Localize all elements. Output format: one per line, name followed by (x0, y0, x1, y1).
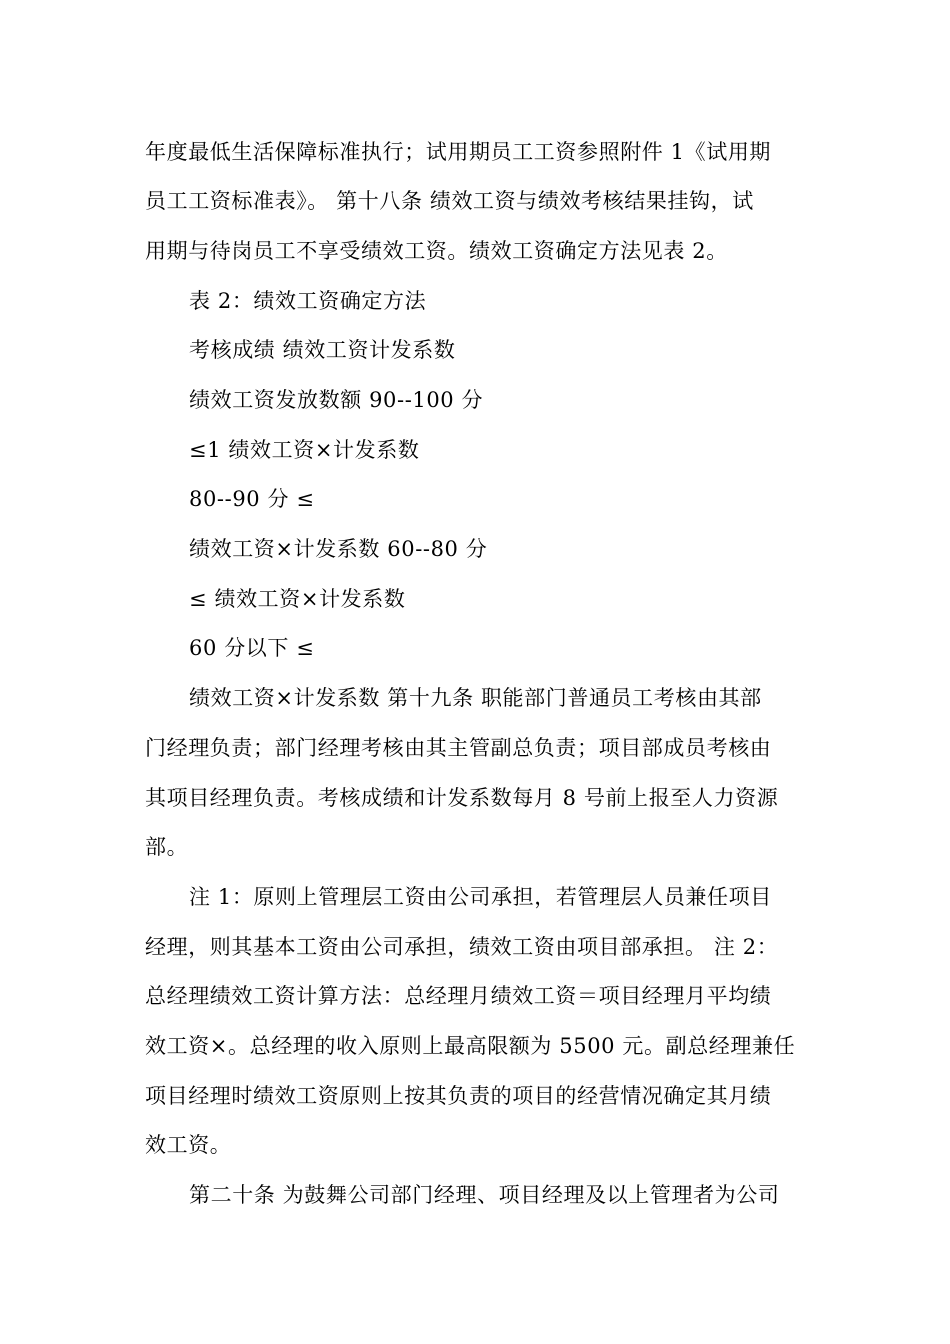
text-line: 总经理绩效工资计算方法：总经理月绩效工资＝项目经理月平均绩 (145, 984, 772, 1008)
text-line: 其项目经理负责。考核成绩和计发系数每月 8 号前上报至人力资源 (145, 786, 779, 810)
text-line: 项目经理时绩效工资原则上按其负责的项目的经营情况确定其月绩 (145, 1084, 772, 1108)
text-line: 效工资。 (145, 1133, 232, 1157)
text-line: 绩效工资发放数额 90--100 分 (189, 388, 484, 412)
text-line: 80--90 分 ≤ (189, 487, 315, 511)
text-line: 部。 (145, 835, 189, 859)
text-line: 考核成绩 绩效工资计发系数 (189, 338, 456, 362)
text-line: ≤ 绩效工资×计发系数 (189, 587, 406, 611)
text-line: 绩效工资×计发系数 第十九条 职能部门普通员工考核由其部 (189, 686, 762, 710)
text-line: 注 1：原则上管理层工资由公司承担，若管理层人员兼任项目 (189, 885, 772, 909)
text-line: 经理，则其基本工资由公司承担，绩效工资由项目部承担。 注 2： (145, 935, 779, 959)
text-line: 门经理负责；部门经理考核由其主管副总负责；项目部成员考核由 (145, 736, 772, 760)
table-caption: 表 2：绩效工资确定方法 (189, 289, 427, 313)
text-line: 用期与待岗员工不享受绩效工资。绩效工资确定方法见表 2。 (145, 239, 728, 263)
text-line: 效工资×。总经理的收入原则上最高限额为 5500 元。副总经理兼任 (145, 1034, 796, 1058)
text-line: 第二十条 为鼓舞公司部门经理、项目经理及以上管理者为公司 (189, 1183, 780, 1207)
text-line: 员工工资标准表》。 第十八条 绩效工资与绩效考核结果挂钩，试 (145, 189, 754, 213)
text-line: ≤1 绩效工资×计发系数 (189, 438, 420, 462)
text-line: 绩效工资×计发系数 60--80 分 (189, 537, 488, 561)
text-line: 60 分以下 ≤ (189, 636, 315, 660)
text-line: 年度最低生活保障标准执行；试用期员工工资参照附件 1《试用期 (145, 140, 772, 164)
